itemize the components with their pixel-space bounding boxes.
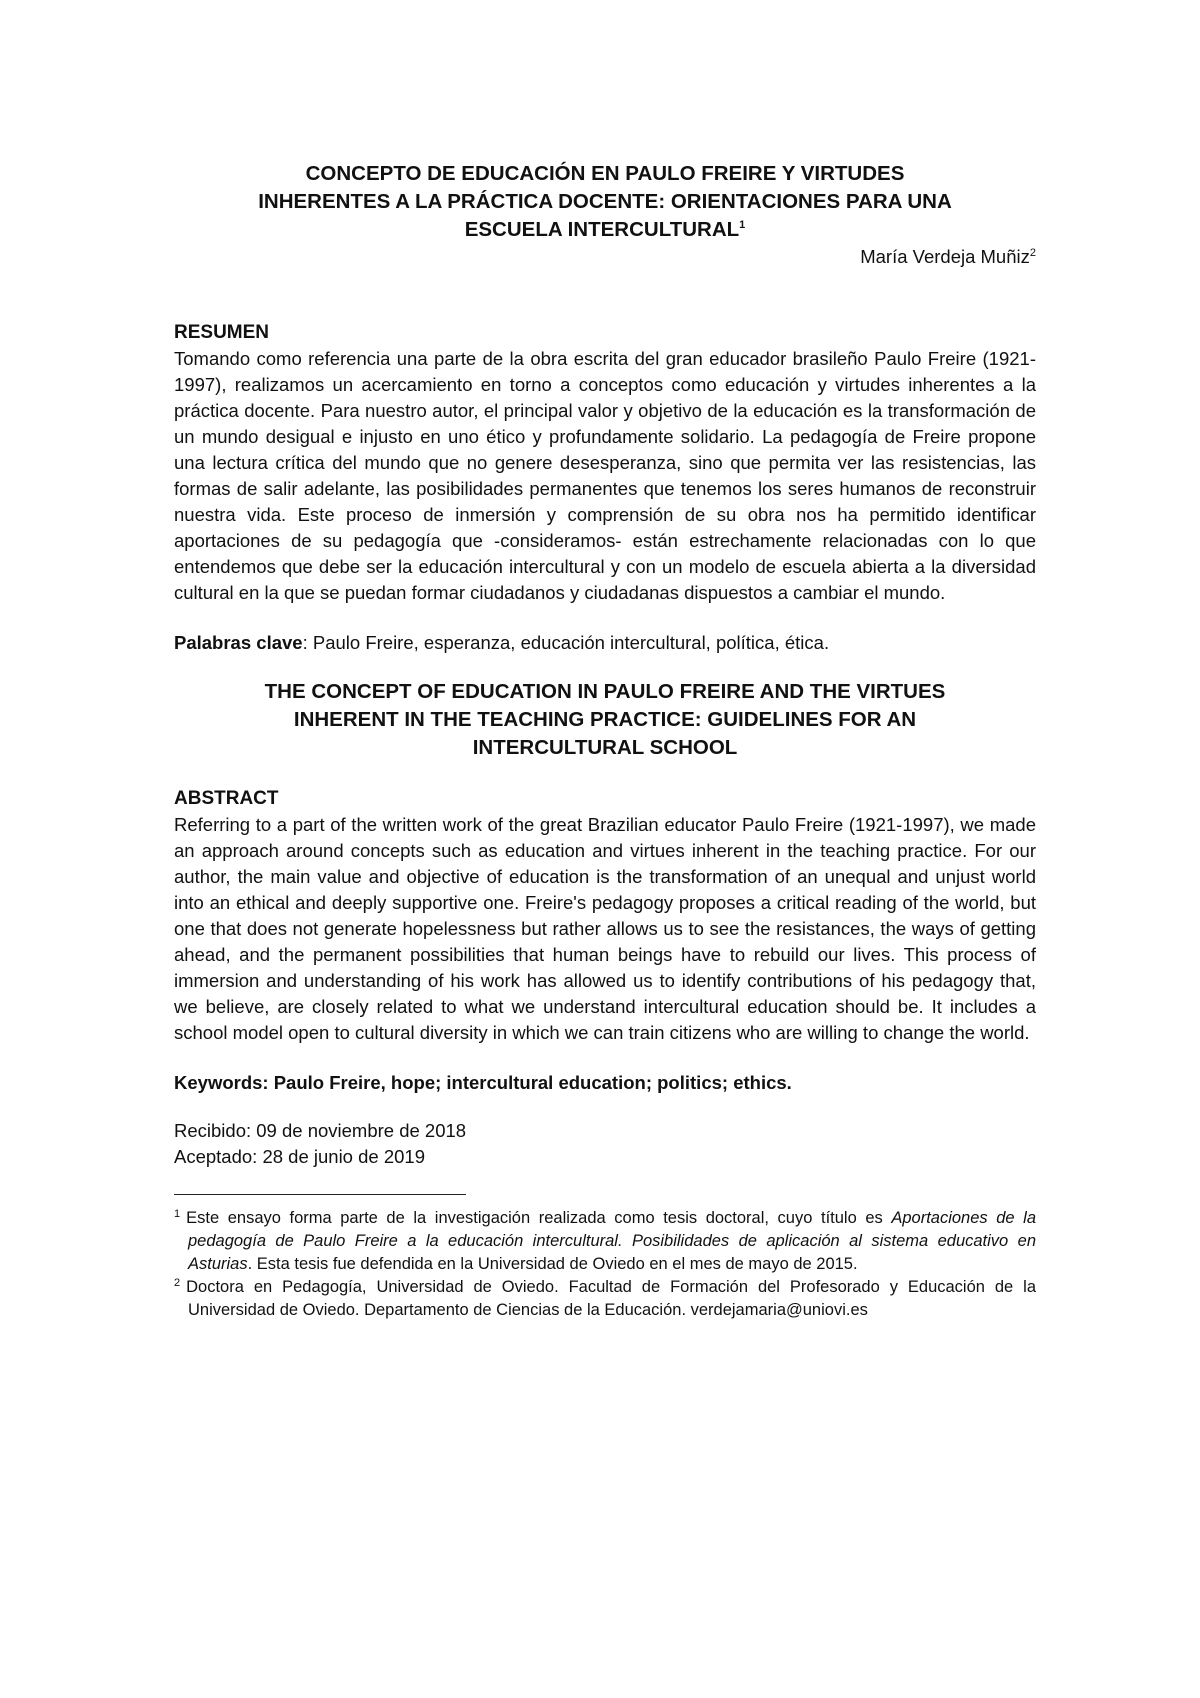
paper-page — [174, 160, 1036, 1322]
palabras-clave-text: : Paulo Freire, esperanza, educación intercultural, política, ética. — [302, 632, 830, 653]
title-es-line: INHERENTES A LA PRÁCTICA DOCENTE: ORIENTACIONES PARA UNA — [258, 190, 952, 213]
date-received: Recibido: 09 de noviembre de 2018 — [174, 1120, 467, 1141]
abstract-text: Referring to a part of the written work of the great Brazilian educator Paulo Freire (1921-1997), we made an approach around concepts such as education and virtues inherent in the teaching practice. For our author, the main value and objective of education is the transformation of an unequal and unjust world into an ethical and deeply supportive one. Freire's pedagogy proposes a critical reading of the world, but one that does not generate hopelessness but rather allows us to see the resistances, the ways of getting ahead, and the permanent possibilities that human beings have to rebuild our lives. This process of immersion and understanding of his work has allowed us to identify contributions of his pedagogy that, we believe, are closely related to what we understand intercultural education should be. It includes a school model open to cultural diversity in which we can train citizens who are willing to change the world. — [174, 814, 1036, 1043]
palabras-clave-label: Palabras clave — [174, 632, 303, 653]
keywords-en: Keywords: Paulo Freire, hope; intercultural education; politics; ethics. — [174, 1072, 792, 1093]
title-en-line: INHERENT IN THE TEACHING PRACTICE: GUIDELINES FOR AN — [293, 708, 917, 731]
title-es — [174, 160, 1036, 244]
title-en-line: INTERCULTURAL SCHOOL — [472, 736, 738, 759]
footnote-2-text: Doctora en Pedagogía, Universidad de Oviedo. Facultad de Formación del Profesorado y Educación de la Universidad de Oviedo. Departamento de Ciencias de la Educación. verdejamaria@uniovi.es — [186, 1278, 1036, 1319]
palabras-clave — [174, 630, 1036, 656]
title-es-line — [174, 216, 1036, 244]
footnote-1-thesis-title: Aportaciones de la pedagogía de Paulo Freire a la educación intercultural. Posibilidades de aplicación al sistema educativo en Asturias — [188, 1209, 1036, 1273]
title-footnote-mark[interactable]: 1 — [739, 219, 746, 232]
title-es-line: CONCEPTO DE EDUCACIÓN EN PAULO FREIRE Y VIRTUDES — [305, 162, 905, 185]
abstract-heading: ABSTRACT — [174, 788, 279, 809]
footnote-1-text: Este ensayo forma parte de la investigación realizada como tesis doctoral, cuyo título es — [186, 1209, 892, 1227]
title-en — [174, 678, 1036, 762]
resumen-text: Tomando como referencia una parte de la obra escrita del gran educador brasileño Paulo Freire (1921-1997), realizamos un acercamiento en torno a conceptos como educación y virtudes inherentes a la práctica docente. Para nuestro autor, el principal valor y objetivo de la educación es la transformación de un mundo desigual e injusto en uno ético y profundamente solidario. La pedagogía de Freire propone una lectura crítica del mundo que no genere desesperanza, sino que permita ver las resistencias, las formas de salir adelante, las posibilidades permanentes que tenemos los seres humanos de reconstruir nuestra vida. Este proceso de inmersión y comprensión de su obra nos ha permitido identificar aportaciones de su pedagogía que -consideramos- están estrechamente relacionadas con lo que entendemos que debe ser la educación intercultural y con un modelo de escuela abierta a la diversidad cultural en la que se puedan formar ciudadanos y ciudadanas dispuestos a cambiar el mundo. — [174, 348, 1036, 603]
footnote-1-mark: 1 — [174, 1207, 181, 1220]
resumen-heading: RESUMEN — [174, 322, 270, 343]
footnote-2-mark: 2 — [174, 1276, 181, 1289]
date-accepted: Aceptado: 28 de junio de 2019 — [174, 1146, 425, 1167]
title-es-line-text: ESCUELA INTERCULTURAL — [464, 218, 740, 241]
title-en-line: THE CONCEPT OF EDUCATION IN PAULO FREIRE AND THE VIRTUES — [264, 680, 946, 703]
footnote-2 — [174, 1276, 1036, 1322]
author — [174, 244, 1036, 270]
footnote-1 — [174, 1207, 1036, 1276]
footnote-1-text-end: . Esta tesis fue defendida en la Universidad de Oviedo en el mes de mayo de 2015. — [247, 1255, 858, 1273]
dates — [174, 1118, 1036, 1170]
author-footnote-mark[interactable]: 2 — [1029, 246, 1036, 259]
author-name: María Verdeja Muñiz — [860, 246, 1030, 267]
